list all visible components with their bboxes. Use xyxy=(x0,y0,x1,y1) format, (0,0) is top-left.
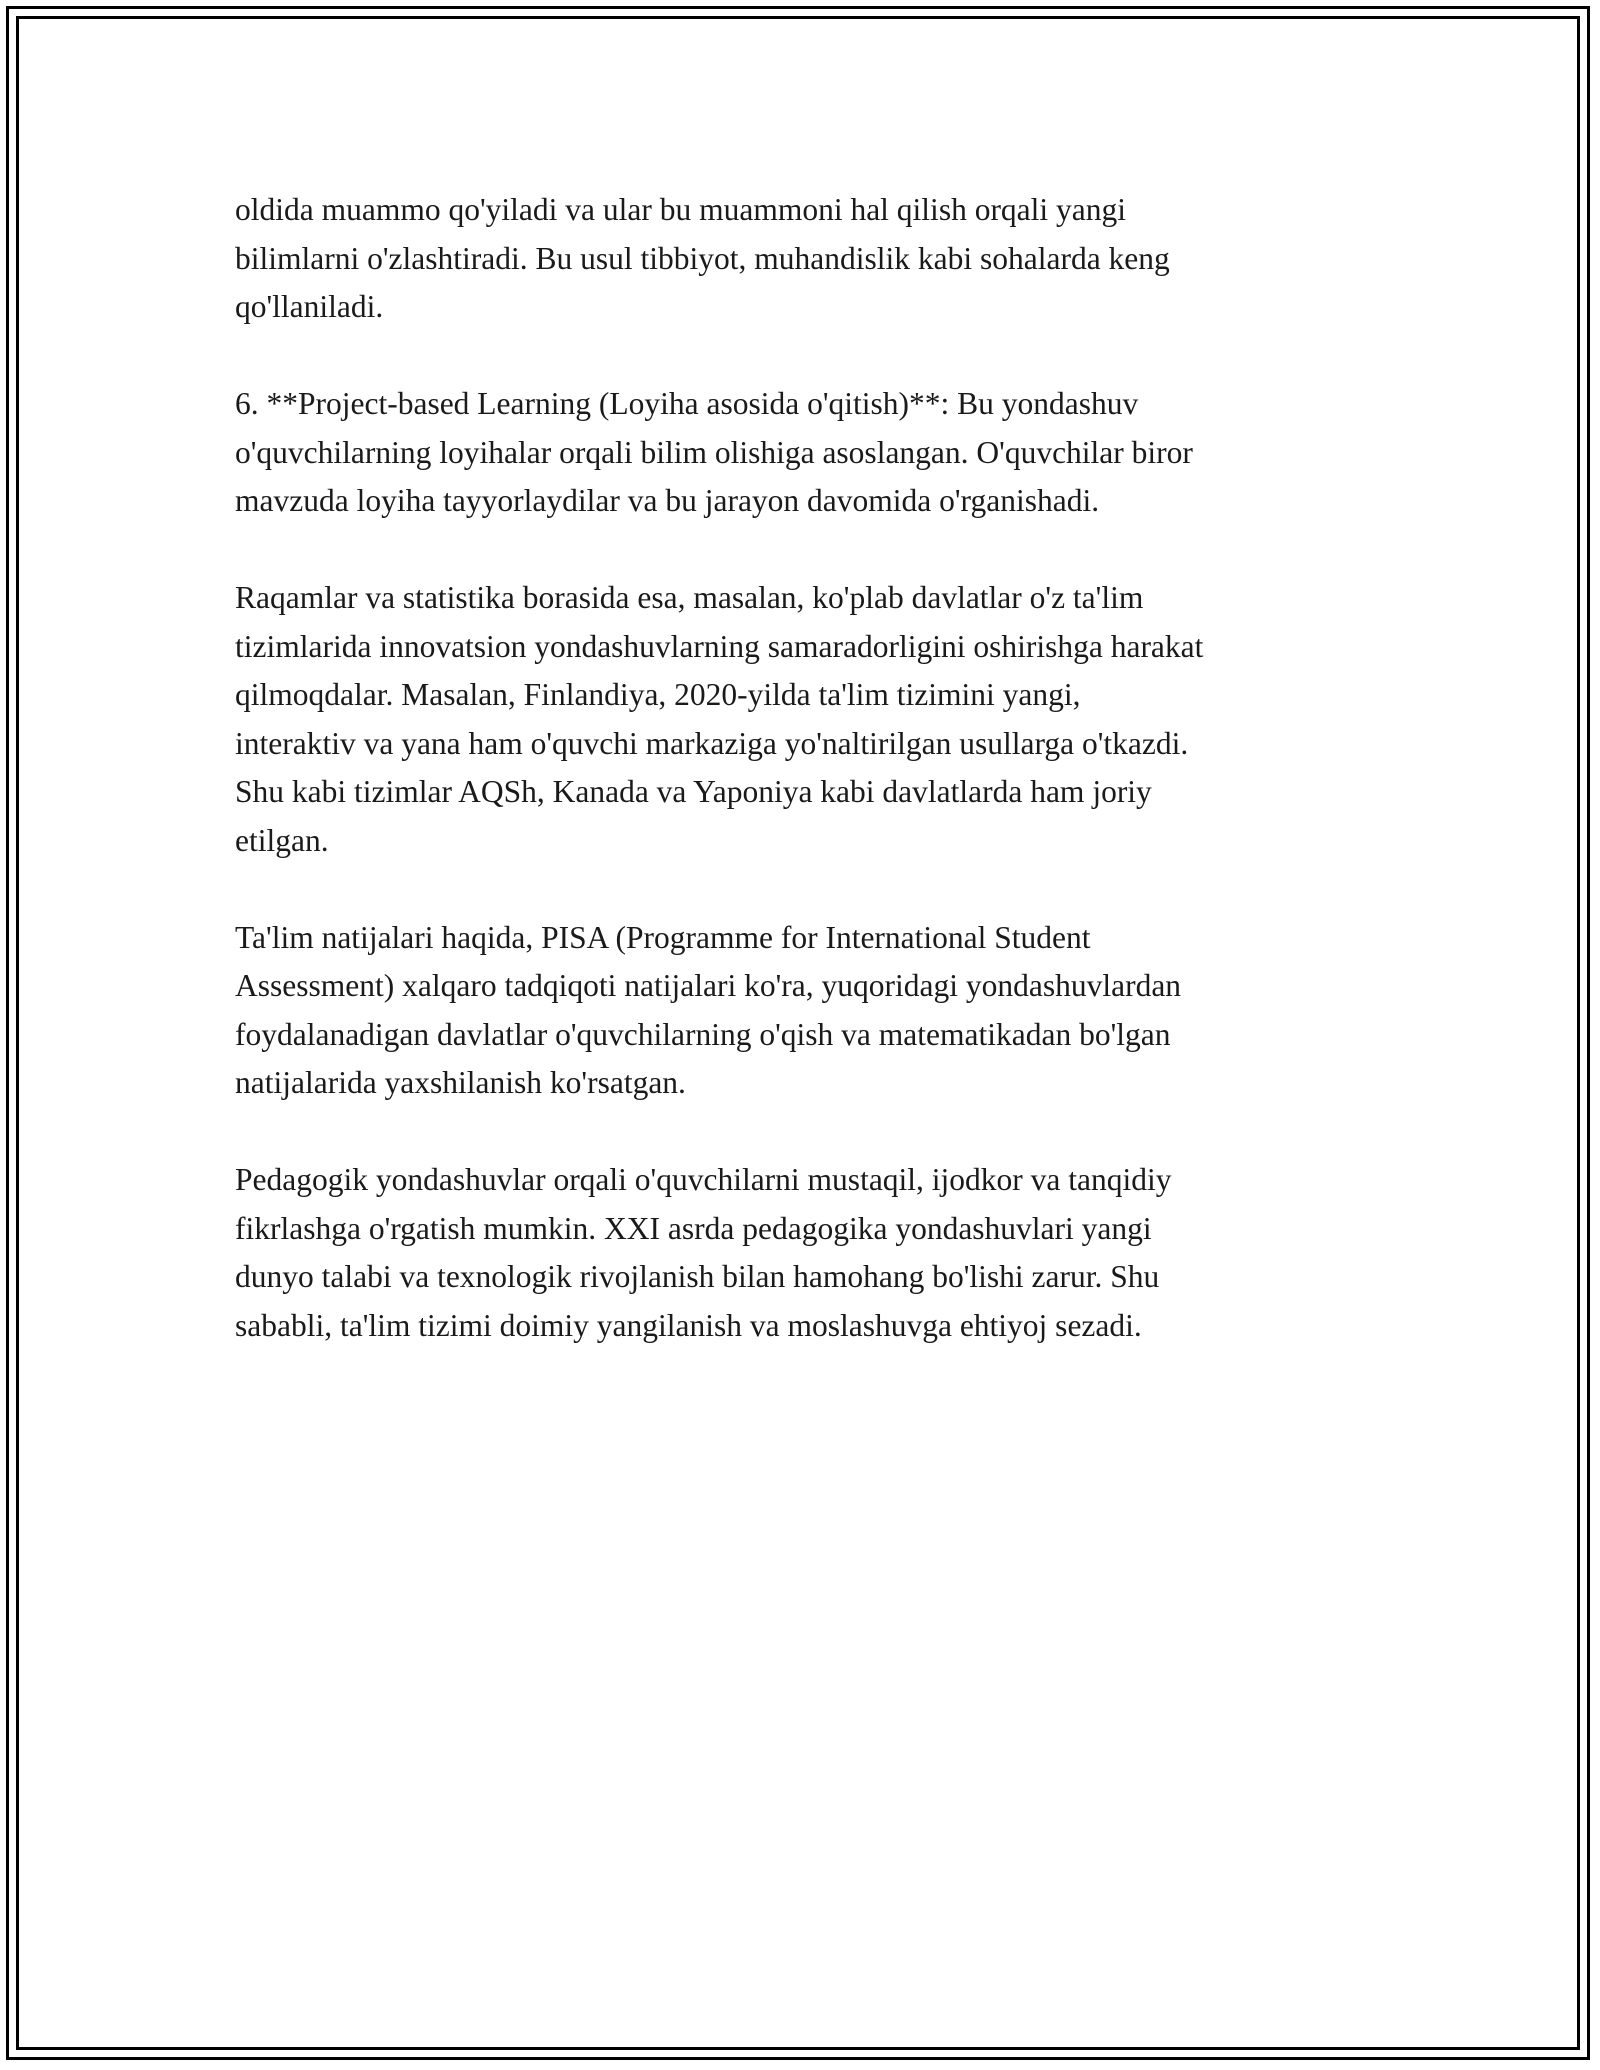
paragraph-problem-based-learning-continuation: oldida muammo qo'yiladi va ular bu muammoni hal qilish orqali yangi bilimlarni o'zlashtiradi. Bu usul tibbiyot, muhandislik kabi sohalarda keng qo'llaniladi. xyxy=(235,192,1170,324)
paragraph-project-based-learning: 6. **Project-based Learning (Loyiha asosida o'qitish)**: Bu yondashuv o'quvchilarning loyihalar orqali bilim olishiga asoslangan. O'quvchilar biror mavzuda loyiha tayyorlaydilar va bu jarayon davomida o'rganishadi. xyxy=(235,386,1193,518)
document-body xyxy=(235,186,1415,1399)
paragraph-pisa-results: Ta'lim natijalari haqida, PISA (Programme for International Student Assessment) xalqaro tadqiqoti natijalari ko'ra, yuqoridagi yondashuvlardan foydalanadigan davlatlar o'quvchilarning o'qish va matematikadan bo'lgan natijalarida yaxshilanish ko'rsatgan. xyxy=(235,919,1182,1100)
paragraph-conclusion: Pedagogik yondashuvlar orqali o'quvchilarni mustaqil, ijodkor va tanqidiy fikrlashga o'rgatish mumkin. XXI asrda pedagogika yondashuvlari yangi dunyo talabi va texnologik rivojlanish bilan hamohang bo'lishi zarur. Shu sababli, ta'lim tizimi doimiy yangilanish va moslashuvga ehtiyoj sezadi. xyxy=(235,1162,1172,1343)
paragraph-statistics: Raqamlar va statistika borasida esa, masalan, ko'plab davlatlar o'z ta'lim tizimlarida innovatsion yondashuvlarning samaradorligini oshirishga harakat qilmoqdalar. Masalan, Finlandiya, 2020-yilda ta'lim tizimini yangi, interaktiv va yana ham o'quvchi markaziga yo'naltirilgan usullarga o'tkazdi. Shu kabi tizimlar AQSh, Kanada va Yaponiya kabi davlatlarda ham joriy etilgan. xyxy=(235,580,1204,858)
